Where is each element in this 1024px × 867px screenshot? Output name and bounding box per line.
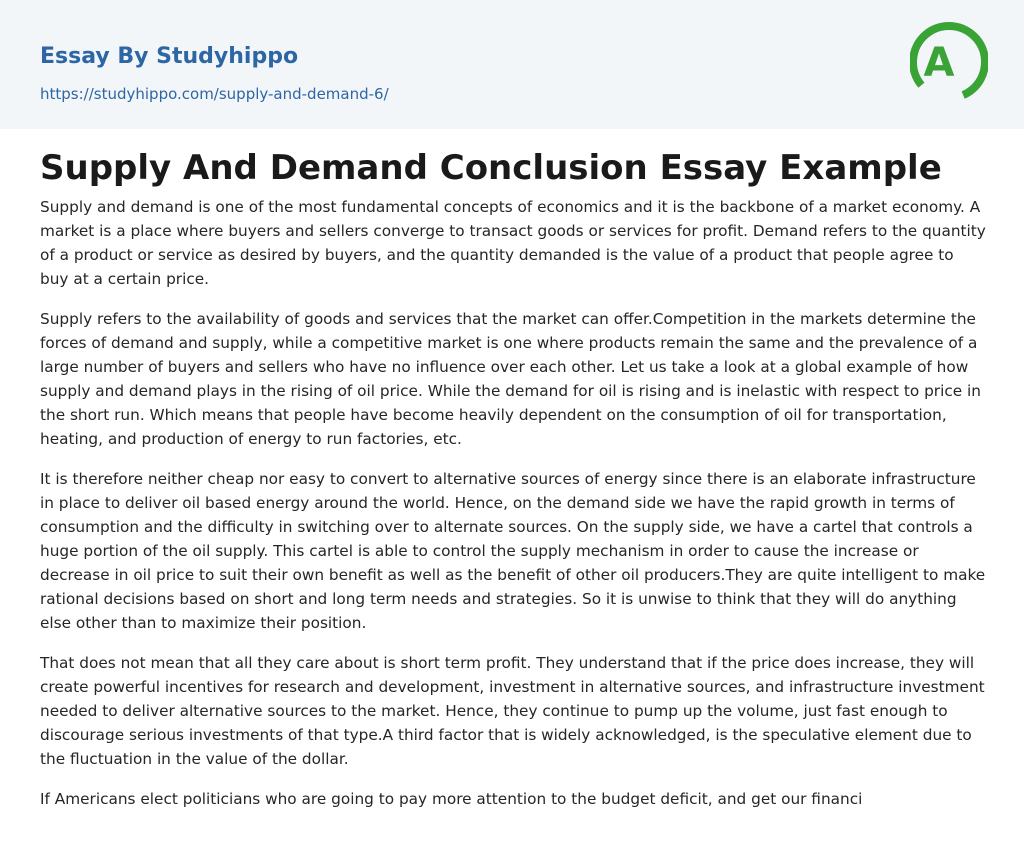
article-content — [40, 140, 986, 827]
article-paragraph: Supply and demand is one of the most fundamental concepts of economics and it is the backbone of a market economy. A market is a place where buyers and sellers converge to transact goods or services for profit. Demand refers to the quantity of a product or service as desired by buyers, and the quantity demanded is the value of a product that people agree to buy at a certain price. — [40, 198, 986, 288]
article-paragraph: It is therefore neither cheap nor easy to convert to alternative sources of energy since there is an elaborate infrastructure in place to deliver oil based energy around the world. Hence, on the demand side we have the rapid growth in terms of consumption and the difficulty in switching over to alternate sources. On the supply side, we have a cartel that controls a huge portion of the oil supply. This cartel is able to control the supply mechanism in order to cause the increase or decrease in oil price to suit their own benefit as well as the benefit of other oil producers.They are quite intelligent to make rational decisions based on short and long term needs and strategies. So it is unwise to think that they will do anything else other than to maximize their position. — [40, 470, 986, 632]
article-paragraph: That does not mean that all they care about is short term profit. They understand that if the price does increase, they will create powerful incentives for research and development, investment in alternative sources, and infrastructure investment needed to deliver alternative sources to the market. Hence, they continue to pump up the volume, just fast enough to discourage serious investments of that type.A third factor that is widely acknowledged, is the speculative element due to the fluctuation in the value of the dollar. — [40, 654, 985, 768]
logo-icon[interactable] — [910, 18, 988, 106]
article-url-link[interactable]: https://studyhippo.com/supply-and-demand-6/ — [40, 85, 389, 103]
site-title[interactable]: Essay By Studyhippo — [40, 44, 299, 69]
page-title: Supply And Demand Conclusion Essay Example — [40, 148, 942, 188]
article-paragraph: Supply refers to the availability of goods and services that the market can offer.Competition in the markets determine the forces of demand and supply, while a competitive market is one where products remain the same and the prevalence of a large number of buyers and sellers who have no influence over each other. Let us take a look at a global example of how supply and demand plays in the rising of oil price. While the demand for oil is rising and is inelastic with respect to price in the short run. Which means that people have become heavily dependent on the consumption of oil for transportation, heating, and production of energy to run factories, etc. — [40, 310, 981, 448]
logo-letter: A — [923, 40, 955, 86]
article-paragraph: If Americans elect politicians who are going to pay more attention to the budget deficit, and get our financi — [40, 790, 863, 808]
site-header — [0, 0, 1024, 129]
